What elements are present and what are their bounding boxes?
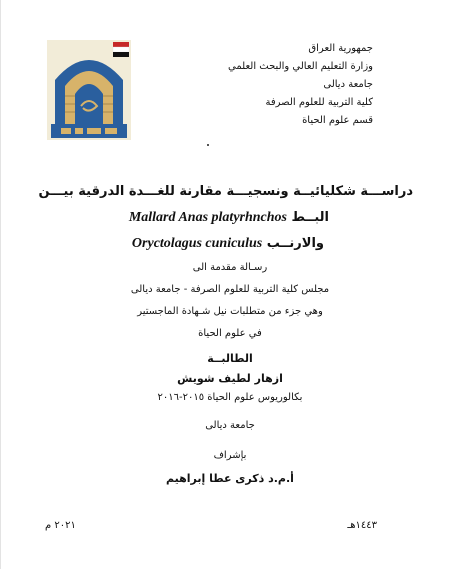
university-line: جامعة ديالى — [205, 420, 255, 431]
student-name: ازهار لطيف شويش — [177, 372, 283, 385]
header-college: كلية التربية للعلوم الصرفة — [265, 97, 373, 108]
degree-line: بكالوريوس علوم الحياة ٢٠١٥-٢٠١٦ — [157, 392, 303, 403]
header-university: جامعة ديالى — [323, 79, 373, 90]
header-country: جمهورية العراق — [308, 43, 373, 54]
thesis-title-line-1: دراســـة شكليائيــة ونسجيـــة مقارنة للغـــدة الدرقية بيـــن — [38, 184, 413, 199]
title-rabbit-arabic: والارنــب — [266, 236, 324, 251]
header-ministry: وزارة التعليم العالي والبحث العلمي — [228, 61, 373, 72]
thesis-title-line-2 — [129, 210, 329, 226]
submitted-to: رسـالة مقدمة الى — [192, 262, 268, 273]
student-label: الطالبــة — [207, 352, 253, 365]
hijri-year: ١٤٤٣هـ — [347, 520, 377, 531]
title-duck-latin: Mallard Anas platyrhnchos — [128, 210, 288, 225]
council-line: مجلس كلية التربية للعلوم الصرفة - جامعة ديالى — [130, 284, 330, 295]
supervision-label: بإشراف — [213, 450, 247, 461]
thesis-title-line-3 — [132, 236, 324, 252]
supervisor-name: أ.م.د ذكرى عطا إبراهيم — [166, 472, 294, 485]
stray-dot — [207, 144, 209, 146]
title-rabbit-latin: Oryctolagus cuniculus — [131, 236, 263, 251]
title-duck-arabic: البــط — [291, 210, 329, 225]
requirements-line: وهي جزء من متطلبات نيل شـهادة الماجستير — [137, 306, 323, 317]
institution-header — [133, 40, 373, 130]
university-of-diyala-logo-icon — [47, 40, 131, 140]
field-line: في علوم الحياة — [198, 328, 262, 339]
header-department: قسم علوم الحياة — [302, 115, 373, 126]
gregorian-year: ٢٠٢١ م — [45, 520, 76, 531]
